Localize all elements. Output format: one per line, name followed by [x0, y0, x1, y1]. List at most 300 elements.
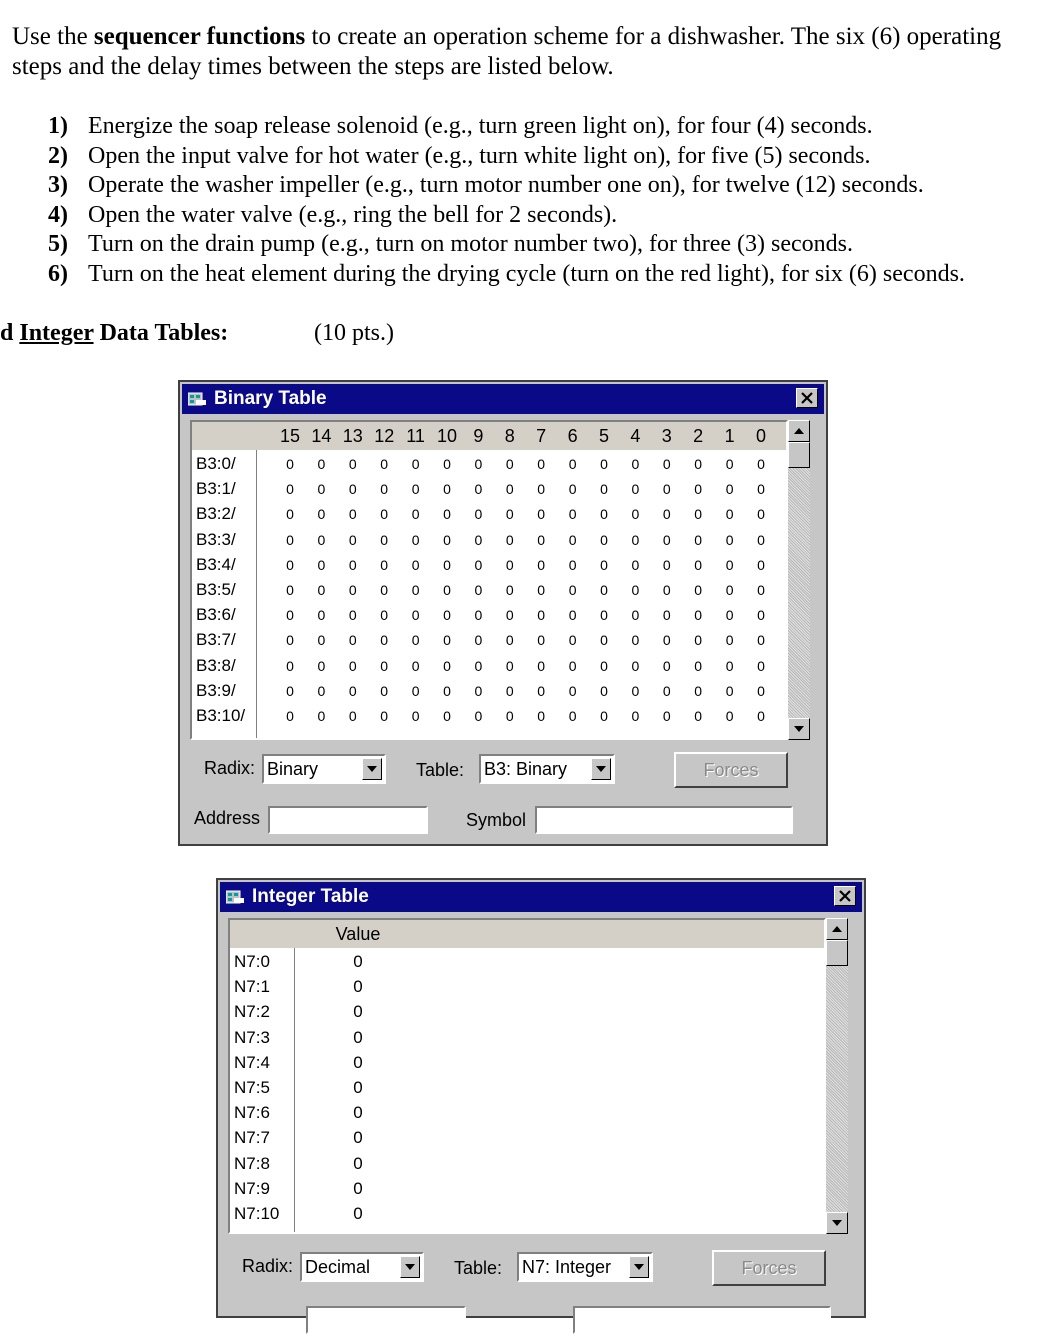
bit-cell[interactable]: 0: [600, 506, 608, 523]
scroll-thumb[interactable]: [788, 442, 810, 468]
bit-cell[interactable]: 0: [443, 607, 451, 624]
bit-cell[interactable]: 0: [631, 531, 640, 548]
bit-cell[interactable]: 0: [348, 632, 357, 649]
bit-cell[interactable]: 0: [757, 582, 765, 598]
bit-cell[interactable]: 0: [411, 708, 420, 724]
scroll-down-button[interactable]: [788, 718, 810, 740]
bit-cell[interactable]: 0: [317, 682, 326, 699]
bit-cell[interactable]: 0: [600, 607, 608, 624]
forces-button[interactable]: Forces: [674, 752, 788, 788]
bit-cell[interactable]: 0: [568, 531, 577, 548]
radix-select[interactable]: [300, 1252, 424, 1282]
bit-column-header: 4: [630, 426, 641, 446]
bit-column-header: 5: [598, 426, 609, 446]
step-text: Turn on the heat element during the drying cycle (turn on the red light), for six (6) seconds.: [88, 260, 965, 287]
bit-cell[interactable]: 0: [725, 456, 734, 472]
bit-cell[interactable]: 0: [757, 657, 765, 674]
scroll-down-icon: [789, 719, 809, 739]
bit-cell[interactable]: 0: [662, 481, 671, 498]
bit-cell[interactable]: 0: [411, 632, 420, 649]
intro-bold-term: sequencer functions: [93, 23, 306, 50]
bit-cell[interactable]: 0: [757, 632, 765, 649]
value-cell[interactable]: 0: [353, 1078, 363, 1097]
chevron-down-icon: [363, 759, 381, 779]
value-cell[interactable]: 0: [353, 1204, 363, 1223]
close-icon: [835, 887, 855, 905]
section-heading: [0, 320, 228, 347]
chevron-down-icon: [401, 1257, 419, 1277]
bit-cell[interactable]: 0: [474, 456, 483, 472]
integer-table-window: [216, 878, 866, 1318]
bit-cell[interactable]: 0: [380, 531, 389, 548]
bit-cell[interactable]: 0: [600, 531, 608, 548]
bit-cell[interactable]: 0: [348, 682, 357, 699]
integer-table-title: Integer Table: [252, 886, 369, 907]
row-address: B3:8/: [196, 655, 236, 675]
bit-column-header: 9: [473, 426, 484, 446]
bit-cell[interactable]: 0: [474, 556, 483, 573]
bit-cell[interactable]: 0: [286, 481, 294, 498]
table-row: [192, 452, 786, 477]
bit-cell[interactable]: 0: [631, 607, 640, 624]
bit-cell[interactable]: 0: [380, 607, 389, 624]
section-underlined: Integer: [19, 320, 94, 346]
bit-cell[interactable]: 0: [631, 632, 640, 649]
bit-cell[interactable]: 0: [568, 582, 577, 598]
table-app-icon: [188, 391, 208, 407]
step-text: Energize the soap release solenoid (e.g., turn green light on), for four (4) seconds.: [88, 113, 873, 139]
binary-table-title: Binary Table: [214, 388, 327, 409]
bit-cell[interactable]: 0: [757, 607, 765, 624]
bit-cell[interactable]: 0: [505, 531, 514, 548]
value-cell[interactable]: 0: [353, 1128, 363, 1148]
bit-cell[interactable]: 0: [694, 531, 703, 548]
step-number: 5): [48, 231, 68, 258]
bit-cell[interactable]: 0: [537, 708, 546, 724]
bit-cell[interactable]: 0: [286, 632, 294, 649]
radix-value: Binary: [267, 759, 319, 779]
step-item: [48, 201, 1048, 231]
bit-cell[interactable]: 0: [568, 607, 577, 624]
bit-cell[interactable]: 0: [443, 682, 451, 699]
bit-cell[interactable]: 0: [757, 506, 765, 523]
bit-cell[interactable]: 0: [443, 632, 451, 649]
bit-column-header: 8: [504, 426, 515, 446]
bit-cell[interactable]: 0: [443, 556, 451, 573]
bit-cell[interactable]: 0: [694, 607, 703, 624]
value-cell[interactable]: 0: [353, 1153, 363, 1173]
bit-cell[interactable]: 0: [631, 481, 640, 498]
row-address: N7:8: [234, 1153, 270, 1173]
bit-cell[interactable]: 0: [474, 607, 483, 624]
bit-cell[interactable]: 0: [631, 682, 640, 699]
bit-cell[interactable]: 0: [537, 607, 546, 624]
bit-column-header: 6: [567, 426, 578, 446]
bit-cell[interactable]: 0: [757, 708, 765, 724]
bit-cell[interactable]: 0: [443, 582, 451, 598]
bit-cell[interactable]: 0: [725, 682, 734, 699]
bit-cell[interactable]: 0: [537, 582, 546, 598]
bit-cell[interactable]: 0: [380, 682, 389, 699]
bit-cell[interactable]: 0: [600, 582, 608, 598]
chevron-down-icon: [630, 1257, 648, 1277]
bit-cell[interactable]: 0: [662, 607, 671, 624]
bit-cell[interactable]: 0: [505, 556, 514, 573]
bit-cell[interactable]: 0: [725, 582, 734, 598]
table-row: [192, 679, 786, 704]
bit-cell[interactable]: 0: [694, 481, 703, 498]
bit-cell[interactable]: 0: [411, 657, 420, 674]
bit-cell[interactable]: 0: [443, 456, 451, 472]
integer-table-titlebar[interactable]: [220, 882, 862, 912]
dropdown-arrow[interactable]: [400, 1256, 420, 1278]
bit-cell[interactable]: 0: [600, 632, 608, 649]
table-row: [230, 1101, 824, 1126]
bit-cell[interactable]: 0: [757, 456, 765, 472]
bit-cell[interactable]: 0: [317, 481, 326, 498]
bit-cell[interactable]: 0: [317, 657, 326, 674]
step-text: Open the input valve for hot water (e.g., turn white light on), for five (5) seconds.: [88, 142, 871, 169]
close-button[interactable]: [796, 388, 818, 408]
bit-cell[interactable]: 0: [474, 531, 483, 548]
bit-cell[interactable]: 0: [568, 456, 577, 472]
bit-cell[interactable]: 0: [380, 556, 389, 573]
value-cell[interactable]: 0: [353, 1052, 363, 1072]
bit-cell[interactable]: 0: [600, 481, 608, 498]
symbol-label: Symbol: [466, 810, 527, 830]
bit-cell[interactable]: 0: [505, 481, 514, 498]
bit-cell[interactable]: 0: [631, 456, 640, 472]
bit-cell[interactable]: 0: [380, 481, 389, 498]
bit-column-header: 10: [437, 426, 458, 446]
bit-cell[interactable]: 0: [474, 481, 483, 498]
bit-cell[interactable]: 0: [474, 632, 483, 649]
bit-cell[interactable]: 0: [725, 556, 734, 573]
bit-cell[interactable]: 0: [380, 708, 389, 724]
bit-cell[interactable]: 0: [537, 506, 546, 523]
bit-cell[interactable]: 0: [443, 657, 451, 674]
forces-button[interactable]: Forces: [712, 1250, 826, 1286]
bit-cell[interactable]: 0: [286, 657, 294, 674]
row-address: B3:7/: [196, 630, 236, 650]
value-cell[interactable]: 0: [353, 1178, 363, 1198]
bit-cell[interactable]: 0: [411, 682, 420, 699]
row-address: N7:9: [234, 1178, 270, 1198]
bit-cell[interactable]: 0: [662, 456, 671, 472]
bit-cell[interactable]: 0: [411, 607, 420, 624]
bit-cell[interactable]: 0: [505, 682, 514, 699]
table-row: [192, 502, 786, 527]
bit-cell[interactable]: 0: [348, 607, 357, 624]
table-value: N7: Integer: [522, 1257, 612, 1277]
bit-cell[interactable]: 0: [317, 607, 326, 624]
bit-column-header: 1: [724, 426, 735, 446]
bit-cell[interactable]: 0: [725, 506, 734, 523]
table-row: [230, 1177, 824, 1202]
value-column-header: Value: [335, 924, 381, 944]
radix-label: Radix:: [242, 1256, 294, 1276]
bit-cell[interactable]: 0: [757, 682, 765, 699]
value-cell[interactable]: 0: [353, 1002, 363, 1022]
intro-text-rest: to create an operation scheme for a dishwasher. The six (6) operating steps and the delay times between the steps are listed below.: [12, 23, 1002, 80]
value-cell[interactable]: 0: [353, 952, 363, 971]
step-text: Open the water valve (e.g., ring the bell for 2 seconds).: [88, 201, 618, 228]
table-row: [192, 704, 786, 729]
binary-data-grid: [190, 420, 788, 740]
bit-cell[interactable]: 0: [505, 506, 514, 523]
bit-cell[interactable]: 0: [537, 456, 546, 472]
bit-cell[interactable]: 0: [662, 682, 671, 699]
bit-cell[interactable]: 0: [411, 556, 420, 573]
close-button[interactable]: [834, 886, 856, 906]
bit-cell[interactable]: 0: [348, 556, 357, 573]
bit-cell[interactable]: 0: [286, 531, 294, 548]
bit-cell[interactable]: 0: [411, 531, 420, 548]
scroll-down-icon: [827, 1213, 847, 1233]
row-address: N7:1: [234, 977, 270, 997]
bit-cell[interactable]: 0: [631, 556, 640, 573]
bit-cell[interactable]: 0: [380, 657, 389, 674]
table-row: [230, 1051, 824, 1076]
bit-cell[interactable]: 0: [600, 708, 608, 724]
dropdown-arrow[interactable]: [362, 758, 382, 780]
bit-cell[interactable]: 0: [662, 506, 671, 523]
bit-cell[interactable]: 0: [725, 607, 734, 624]
bit-cell[interactable]: 0: [725, 632, 734, 649]
bit-cell[interactable]: 0: [694, 556, 703, 573]
bit-cell[interactable]: 0: [662, 582, 671, 598]
bit-cell[interactable]: 0: [317, 582, 326, 598]
value-cell[interactable]: 0: [353, 1027, 363, 1047]
bit-cell[interactable]: 0: [286, 556, 294, 573]
step-item: [48, 230, 1048, 260]
bit-cell[interactable]: 0: [568, 657, 577, 674]
bit-cell[interactable]: 0: [380, 582, 389, 598]
step-item: [48, 171, 1048, 201]
close-icon: [797, 389, 817, 407]
bit-cell[interactable]: 0: [474, 582, 483, 598]
bit-cell[interactable]: 0: [286, 456, 294, 472]
step-number: 2): [48, 142, 68, 169]
bit-cell[interactable]: 0: [474, 708, 483, 724]
row-address: N7:2: [234, 1002, 270, 1022]
dropdown-arrow[interactable]: [591, 758, 611, 780]
bit-cell[interactable]: 0: [631, 708, 640, 724]
binary-table-window: [178, 380, 828, 846]
radix-value: Decimal: [305, 1257, 371, 1277]
bit-cell[interactable]: 0: [694, 632, 703, 649]
bit-cell[interactable]: 0: [380, 506, 389, 523]
bit-cell[interactable]: 0: [286, 708, 294, 724]
bit-cell[interactable]: 0: [348, 708, 357, 724]
table-row: [230, 1126, 824, 1151]
scroll-thumb[interactable]: [826, 940, 848, 966]
bit-cell[interactable]: 0: [505, 708, 514, 724]
binary-vertical-scrollbar[interactable]: [788, 420, 810, 740]
symbol-input[interactable]: [573, 1306, 831, 1334]
bit-cell[interactable]: 0: [286, 506, 294, 523]
bit-cell[interactable]: 0: [411, 506, 420, 523]
bit-cell[interactable]: 0: [443, 506, 451, 523]
bit-column-header: 15: [280, 426, 301, 446]
bit-cell[interactable]: 0: [537, 657, 546, 674]
table-label: Table:: [416, 760, 465, 780]
bit-cell[interactable]: 0: [411, 582, 420, 598]
bit-cell[interactable]: 0: [443, 708, 451, 724]
bit-cell[interactable]: 0: [694, 456, 703, 472]
bit-cell[interactable]: 0: [631, 582, 640, 598]
step-item: [48, 112, 1048, 142]
bit-cell[interactable]: 0: [317, 531, 326, 548]
bit-cell[interactable]: 0: [348, 506, 357, 523]
bit-cell[interactable]: 0: [694, 657, 703, 674]
bit-cell[interactable]: 0: [505, 582, 514, 598]
chevron-down-icon: [592, 759, 610, 779]
bit-cell[interactable]: 0: [443, 531, 451, 548]
row-address: B3:5/: [196, 580, 236, 599]
row-address: N7:4: [234, 1052, 270, 1072]
bit-cell[interactable]: 0: [348, 481, 357, 498]
bit-cell[interactable]: 0: [505, 657, 514, 674]
table-row: [230, 1152, 824, 1177]
bit-cell[interactable]: 0: [568, 708, 577, 724]
table-select[interactable]: [517, 1252, 653, 1282]
value-cell[interactable]: 0: [353, 1103, 363, 1123]
bit-cell[interactable]: 0: [286, 607, 294, 624]
bit-cell[interactable]: 0: [600, 456, 608, 472]
bit-cell[interactable]: 0: [380, 632, 389, 649]
bit-cell[interactable]: 0: [505, 632, 514, 649]
table-row: [192, 553, 786, 578]
bit-cell[interactable]: 0: [286, 582, 294, 598]
scroll-up-button[interactable]: [788, 420, 810, 442]
bit-cell[interactable]: 0: [568, 682, 577, 699]
dropdown-arrow[interactable]: [629, 1256, 649, 1278]
section-suffix: Data Tables:: [93, 320, 229, 346]
bit-cell[interactable]: 0: [505, 456, 514, 472]
row-address: B3:9/: [196, 680, 236, 700]
bit-cell[interactable]: 0: [474, 506, 483, 523]
bit-cell[interactable]: 0: [694, 708, 703, 724]
bit-cell[interactable]: 0: [380, 456, 389, 472]
bit-cell[interactable]: 0: [411, 481, 420, 498]
bit-cell[interactable]: 0: [694, 506, 703, 523]
bit-cell[interactable]: 0: [317, 456, 326, 472]
address-input[interactable]: [306, 1306, 466, 1334]
bit-cell[interactable]: 0: [600, 682, 608, 699]
bit-cell[interactable]: 0: [600, 556, 608, 573]
intro-paragraph: [12, 22, 1042, 82]
bit-column-header: 7: [536, 426, 547, 446]
bit-cell[interactable]: 0: [662, 531, 671, 548]
bit-cell[interactable]: 0: [348, 531, 357, 548]
bit-cell[interactable]: 0: [757, 556, 765, 573]
bit-cell[interactable]: 0: [694, 582, 703, 598]
bit-cell[interactable]: 0: [694, 682, 703, 699]
points-label: (10 pts.): [314, 320, 394, 346]
bit-cell[interactable]: 0: [317, 506, 326, 523]
row-address: N7:3: [234, 1027, 270, 1047]
bit-cell[interactable]: 0: [348, 456, 357, 472]
bit-cell[interactable]: 0: [631, 506, 640, 523]
scroll-up-button[interactable]: [826, 918, 848, 940]
bit-cell[interactable]: 0: [600, 657, 608, 674]
step-text: Operate the washer impeller (e.g., turn motor number one on), for twelve (12) seconds.: [88, 172, 924, 199]
bit-cell[interactable]: 0: [537, 531, 546, 548]
table-row: [230, 1202, 824, 1227]
table-select[interactable]: [479, 754, 615, 784]
value-header-row: [230, 920, 824, 948]
bit-cell[interactable]: 0: [725, 531, 734, 548]
table-value: B3: Binary: [484, 759, 568, 779]
bit-cell[interactable]: 0: [537, 481, 546, 498]
bit-cell[interactable]: 0: [568, 632, 577, 649]
bit-cell[interactable]: 0: [537, 632, 546, 649]
binary-table-titlebar[interactable]: [182, 384, 824, 414]
bit-cell[interactable]: 0: [443, 481, 451, 498]
row-address: B3:10/: [196, 706, 246, 725]
bit-cell[interactable]: 0: [505, 607, 514, 624]
bit-cell[interactable]: 0: [662, 632, 671, 649]
bit-cell[interactable]: 0: [757, 481, 765, 498]
bit-cell[interactable]: 0: [474, 657, 483, 674]
bit-cell[interactable]: 0: [317, 708, 326, 724]
symbol-input[interactable]: [535, 806, 793, 834]
row-address: N7:7: [234, 1128, 270, 1148]
integer-vertical-scrollbar[interactable]: [826, 918, 848, 1234]
bit-cell[interactable]: 0: [537, 682, 546, 699]
bit-column-header: 2: [693, 426, 704, 446]
section-prefix: d: [0, 320, 20, 346]
bit-cell[interactable]: 0: [662, 708, 671, 724]
bit-cell[interactable]: 0: [348, 582, 357, 598]
address-input[interactable]: [268, 806, 428, 834]
bit-cell[interactable]: 0: [348, 657, 357, 674]
row-address: N7:6: [234, 1103, 270, 1123]
bit-cell[interactable]: 0: [568, 556, 577, 573]
table-row: [192, 603, 786, 628]
scroll-down-button[interactable]: [826, 1212, 848, 1234]
row-address: B3:4/: [196, 554, 236, 574]
bit-cell[interactable]: 0: [411, 456, 420, 472]
bit-cell[interactable]: 0: [474, 682, 483, 699]
row-address: B3:2/: [196, 504, 236, 524]
bit-cell[interactable]: 0: [631, 657, 640, 674]
bit-cell[interactable]: 0: [317, 632, 326, 649]
bit-cell[interactable]: 0: [662, 657, 671, 674]
radix-select[interactable]: [262, 754, 386, 784]
bit-cell[interactable]: 0: [537, 556, 546, 573]
step-item: [48, 142, 1048, 172]
table-row: [192, 578, 786, 603]
radix-label: Radix:: [204, 758, 256, 778]
bit-column-header: 12: [374, 426, 395, 446]
bit-cell[interactable]: 0: [568, 506, 577, 523]
bit-cell[interactable]: 0: [725, 708, 734, 724]
bit-cell[interactable]: 0: [568, 481, 577, 498]
step-number: 4): [48, 201, 68, 228]
bit-cell[interactable]: 0: [317, 556, 326, 573]
bit-cell[interactable]: 0: [725, 481, 734, 498]
bit-cell[interactable]: 0: [662, 556, 671, 573]
step-text: Turn on the drain pump (e.g., turn on motor number two), for three (3) seconds.: [88, 231, 853, 258]
scroll-up-icon: [789, 421, 809, 441]
bit-cell[interactable]: 0: [286, 682, 294, 699]
bit-cell[interactable]: 0: [725, 657, 734, 674]
bit-cell[interactable]: 0: [757, 531, 765, 548]
step-item: [48, 260, 1048, 290]
value-cell[interactable]: 0: [353, 977, 363, 997]
